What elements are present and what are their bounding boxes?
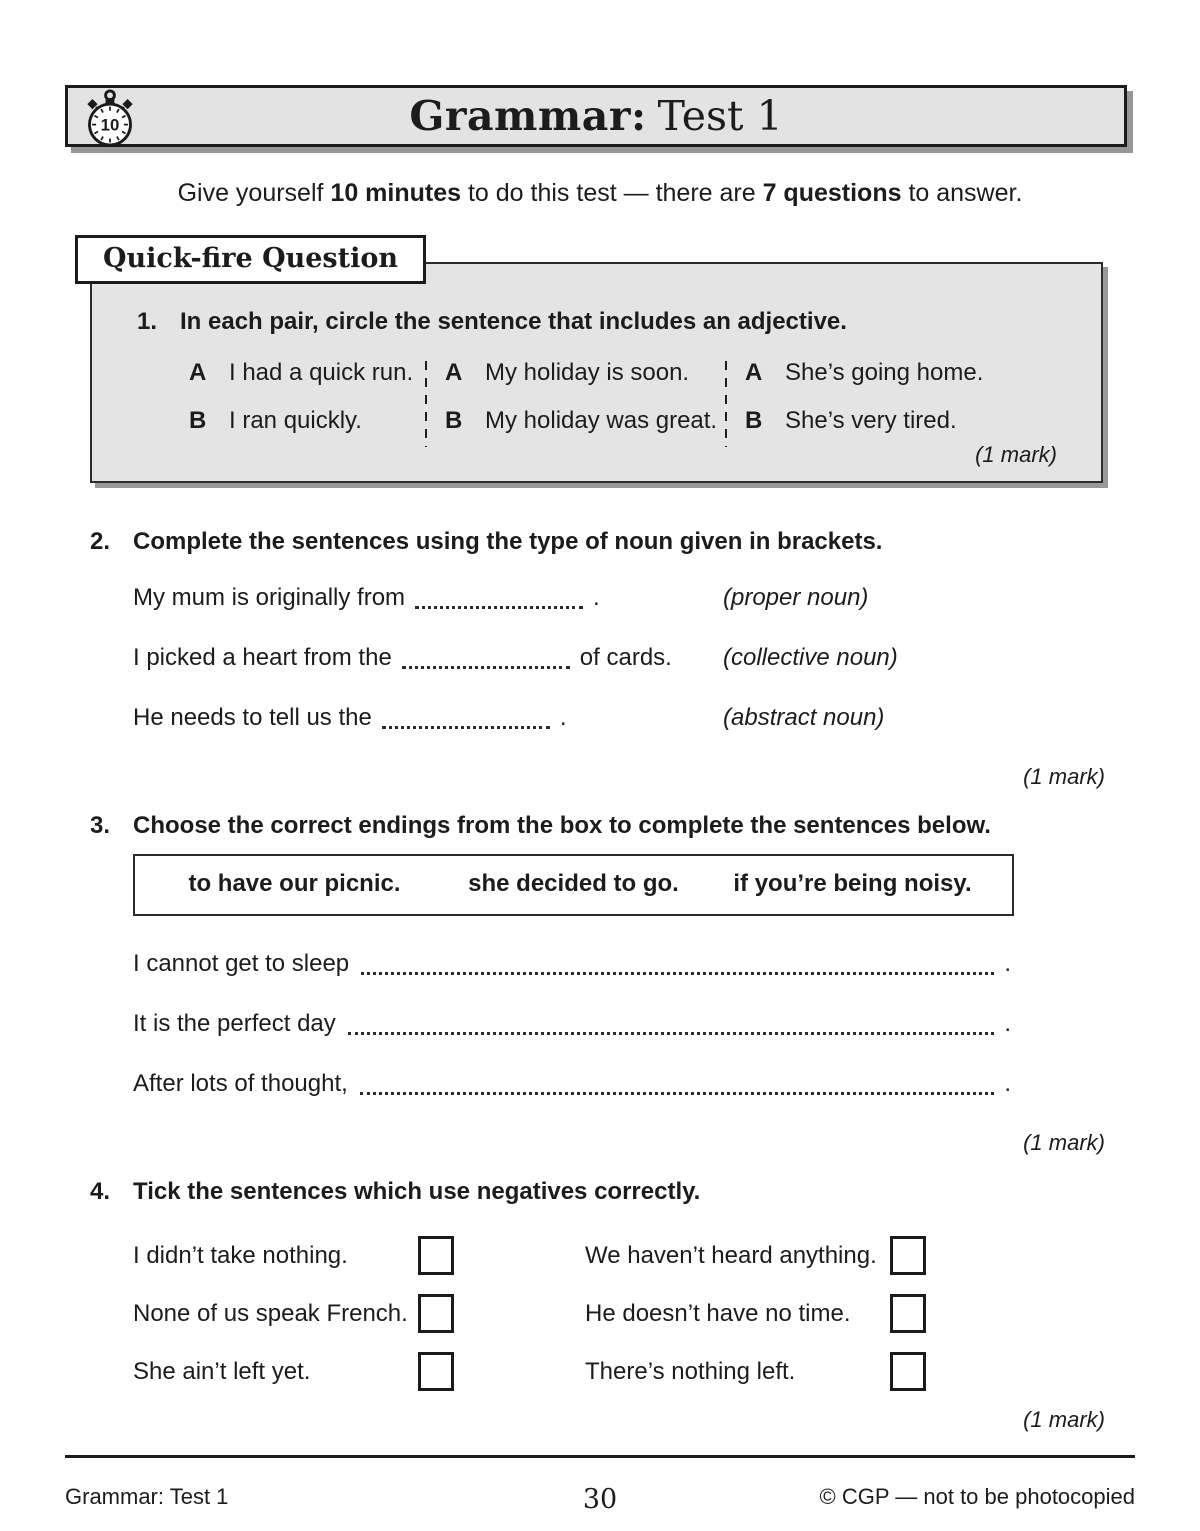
question-4-body — [133, 1236, 1105, 1391]
timer-minutes: 10 — [100, 115, 120, 135]
footer-copyright: © CGP — not to be photocopied — [819, 1484, 1135, 1509]
page-number: 30 — [582, 1484, 618, 1515]
sentence-end: . — [559, 704, 567, 731]
option-letter: A — [745, 359, 763, 386]
sentence-start: My mum is originally from — [133, 584, 406, 611]
page-footer — [65, 1455, 1135, 1515]
answer-options-box — [133, 854, 1014, 916]
intro-text: Give yourself — [177, 179, 331, 207]
option-sentence[interactable]: I ran quickly. — [229, 407, 362, 434]
option-sentence[interactable]: She’s very tired. — [785, 407, 957, 434]
question-number: 2. — [90, 528, 111, 555]
sentence-end: . — [593, 584, 600, 611]
quick-fire-panel — [90, 243, 1103, 483]
option-letter: B — [445, 407, 463, 434]
mark-allocation: (1 mark) — [1023, 764, 1105, 789]
mark-allocation: (1 mark) — [975, 442, 1057, 467]
noun-type-hint: (collective noun) — [723, 644, 898, 671]
fill-in-sentence — [133, 704, 1105, 734]
negative-sentence: We haven’t heard anything. — [585, 1241, 877, 1269]
question-2-body — [133, 584, 1105, 734]
question-2 — [90, 528, 1105, 790]
question-1-heading — [137, 308, 847, 336]
header-bar — [65, 85, 1127, 147]
stopwatch-icon — [82, 88, 138, 148]
fill-in-sentence — [133, 950, 1011, 980]
option-sentence[interactable]: She’s going home. — [785, 359, 984, 386]
option-sentence[interactable]: My holiday is soon. — [485, 359, 690, 386]
answer-blank[interactable] — [402, 666, 570, 669]
ending-option[interactable]: to have our picnic. — [188, 870, 401, 897]
tick-checkbox[interactable] — [890, 1294, 926, 1333]
question-4 — [90, 1178, 1105, 1433]
question-prompt: Tick the sentences which use negatives correctly. — [133, 1178, 701, 1205]
test-instructions — [0, 179, 1200, 208]
fill-in-sentence — [133, 584, 1105, 614]
question-number: 4. — [90, 1178, 111, 1205]
intro-text: to do this test — there are — [461, 179, 763, 207]
sentence-start: I cannot get to sleep — [133, 950, 350, 977]
quick-fire-label: Quick-fire Question — [75, 235, 426, 284]
page-title — [409, 91, 783, 140]
option-letter: A — [189, 359, 207, 386]
option-a[interactable] — [445, 359, 725, 386]
intro-question-count: 7 questions — [762, 179, 902, 207]
negative-sentence: There’s nothing left. — [585, 1357, 796, 1385]
question-3-body — [133, 950, 1105, 1100]
option-sentence[interactable]: My holiday was great. — [485, 407, 718, 434]
answer-blank[interactable] — [360, 1092, 995, 1095]
fill-in-sentence — [133, 1070, 1011, 1100]
option-sentence[interactable]: I had a quick run. — [229, 359, 414, 386]
question-4-heading — [90, 1178, 1105, 1206]
sentence-pair — [427, 359, 725, 455]
sentence-start: After lots of thought, — [133, 1070, 348, 1097]
sentence-end: . — [1004, 950, 1011, 977]
fill-in-sentence — [133, 1010, 1011, 1040]
option-b[interactable] — [445, 407, 725, 434]
negative-sentence: She ain’t left yet. — [133, 1357, 311, 1385]
option-a[interactable] — [745, 359, 1065, 386]
fill-in-sentence — [133, 644, 1105, 674]
option-b[interactable] — [745, 407, 1065, 434]
sentence-start: It is the perfect day — [133, 1010, 336, 1037]
tick-checkbox[interactable] — [418, 1236, 454, 1275]
negative-sentence: I didn’t take nothing. — [133, 1241, 348, 1269]
answer-blank[interactable] — [361, 972, 994, 975]
sentence-end: . — [1004, 1010, 1011, 1037]
noun-type-hint: (proper noun) — [723, 584, 869, 611]
tick-checkbox[interactable] — [890, 1236, 926, 1275]
sentence-pair — [189, 359, 425, 455]
intro-minutes: 10 minutes — [330, 179, 462, 207]
sentence-end: of cards. — [579, 644, 672, 671]
negative-sentence: He doesn’t have no time. — [585, 1299, 851, 1327]
question-1-options — [189, 359, 1065, 455]
page-title-strong: Grammar: — [409, 91, 647, 140]
sentence-pair — [727, 359, 1065, 455]
ending-option[interactable]: if you’re being noisy. — [733, 870, 972, 897]
page-title-light: Test 1 — [657, 91, 783, 140]
question-number: 1. — [137, 308, 158, 335]
answer-blank[interactable] — [348, 1032, 995, 1035]
negative-sentence: None of us speak French. — [133, 1299, 408, 1327]
sentence-start: I picked a heart from the — [133, 644, 392, 671]
question-3-heading — [90, 812, 1105, 840]
intro-text: to answer. — [901, 179, 1023, 207]
footer-section-title: Grammar: Test 1 — [65, 1484, 229, 1509]
answer-blank[interactable] — [382, 726, 550, 729]
mark-allocation: (1 mark) — [1023, 1407, 1105, 1432]
option-a[interactable] — [189, 359, 425, 386]
question-3 — [90, 812, 1105, 1156]
sentence-end: . — [1004, 1070, 1011, 1097]
mark-allocation: (1 mark) — [1023, 1130, 1105, 1155]
option-letter: B — [189, 407, 207, 434]
question-number: 3. — [90, 812, 111, 839]
question-prompt: Complete the sentences using the type of noun given in brackets. — [133, 528, 883, 555]
sentence-start: He needs to tell us the — [133, 704, 372, 731]
answer-blank[interactable] — [415, 606, 583, 609]
tick-checkbox[interactable] — [418, 1352, 454, 1391]
ending-option[interactable]: she decided to go. — [468, 870, 679, 897]
tick-checkbox[interactable] — [418, 1294, 454, 1333]
option-b[interactable] — [189, 407, 425, 434]
question-prompt: Choose the correct endings from the box to complete the sentences below. — [133, 812, 991, 839]
question-prompt: In each pair, circle the sentence that includes an adjective. — [180, 308, 847, 335]
option-letter: B — [745, 407, 763, 434]
tick-checkbox[interactable] — [890, 1352, 926, 1391]
noun-type-hint: (abstract noun) — [723, 704, 885, 731]
question-2-heading — [90, 528, 1105, 556]
option-letter: A — [445, 359, 463, 386]
